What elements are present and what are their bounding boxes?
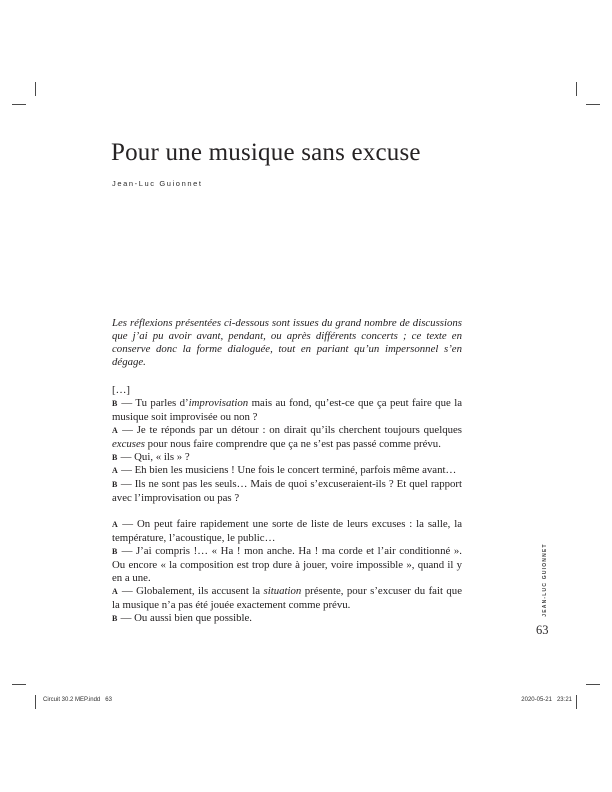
print-slug-filename: Circuit 30.2 MEP.indd 63 <box>43 697 112 703</box>
print-slug-timestamp: 2020-05-21 23:21 <box>521 697 572 703</box>
speech-line <box>112 424 462 451</box>
speaker-label: B <box>112 398 118 408</box>
speaker-label: A <box>112 586 119 596</box>
speech-text: — Eh bien les musiciens ! Une fois le concert terminé, parfois même avant… <box>118 464 457 477</box>
speech-line <box>112 585 462 612</box>
speaker-label: A <box>112 425 119 435</box>
crop-mark-bottom-left-horizontal <box>12 684 26 685</box>
margin-running-author: JEAN-LUC GUIONNET <box>542 543 548 617</box>
crop-mark-bottom-left-vertical <box>35 695 36 709</box>
speech-line <box>112 451 462 465</box>
emphasized-text: excuses <box>112 437 145 450</box>
emphasized-text: improvisation <box>188 396 249 409</box>
speech-line <box>112 612 462 626</box>
crop-mark-bottom-right-horizontal <box>586 684 600 685</box>
speech-line <box>112 545 462 585</box>
speech-text: — Je te réponds par un détour : on dirait qu’ils cherchent toujours quelques <box>118 423 462 436</box>
speech-line <box>112 478 462 505</box>
speaker-label: B <box>112 613 118 623</box>
speech-text: — Globalement, ils accusent la <box>118 584 264 597</box>
speech-text: mais au fond, qu’est-ce que ça peut faire que la musique soit improvisée ou non ? <box>112 396 462 423</box>
intro-paragraph: Les réflexions présentées ci-dessous sont issues du grand nombre de discussions que j’ai pu avoir avant, pendant, ou après différents concerts ; ce texte en conserve donc la forme dialoguée, tout en pariant qu’un impersonnel s’en dégage. <box>112 317 462 368</box>
speaker-label: A <box>112 520 119 530</box>
speech-line <box>112 464 462 478</box>
crop-mark-top-right-horizontal <box>586 104 600 105</box>
crop-mark-top-right-vertical <box>576 82 577 96</box>
speech-text: présente, pour s’excuser du fait que la musique n’a pas été jouée exactement comme prévu. <box>112 584 463 611</box>
speech-line <box>112 397 462 424</box>
speech-line <box>112 518 462 545</box>
crop-mark-top-left-vertical <box>35 82 36 96</box>
speaker-label: B <box>112 546 118 556</box>
crop-mark-bottom-right-vertical <box>576 695 577 709</box>
speech-text: — On peut faire rapidement une sorte de liste de leurs excuses : la salle, la température, l’acoustique, le public… <box>112 518 462 545</box>
speaker-label: A <box>112 466 119 476</box>
article-title: Pour une musique sans excuse <box>111 139 421 166</box>
page-number: 63 <box>536 623 549 637</box>
article-author: Jean-Luc Guionnet <box>112 179 203 188</box>
speech-text: — Qui, « ils » ? <box>117 450 190 463</box>
speaker-label: B <box>112 452 118 462</box>
speech-text: — Tu parles d’ <box>117 396 189 409</box>
dialogue-block <box>112 384 462 625</box>
speech-text: — J’ai compris !… « Ha ! mon anche. Ha ! ma corde et l’air conditionné ». Ou encore « la composition est trop dure à jouer, voire impossible », quand il y en a une. <box>112 544 462 584</box>
speech-text: — Ils ne sont pas les seuls… Mais de quoi s’excuseraient-ils ? Et quel rapport avec l’improvisation ou pas ? <box>112 478 462 505</box>
emphasized-text: situation <box>263 584 302 597</box>
speech-text: — Ou aussi bien que possible. <box>117 611 252 624</box>
speaker-label: B <box>112 480 118 490</box>
crop-mark-top-left-horizontal <box>12 104 26 105</box>
speech-text: pour nous faire comprendre que ça ne s’est pas passé comme prévu. <box>144 437 441 450</box>
ellipsis-line: […] <box>112 384 130 396</box>
